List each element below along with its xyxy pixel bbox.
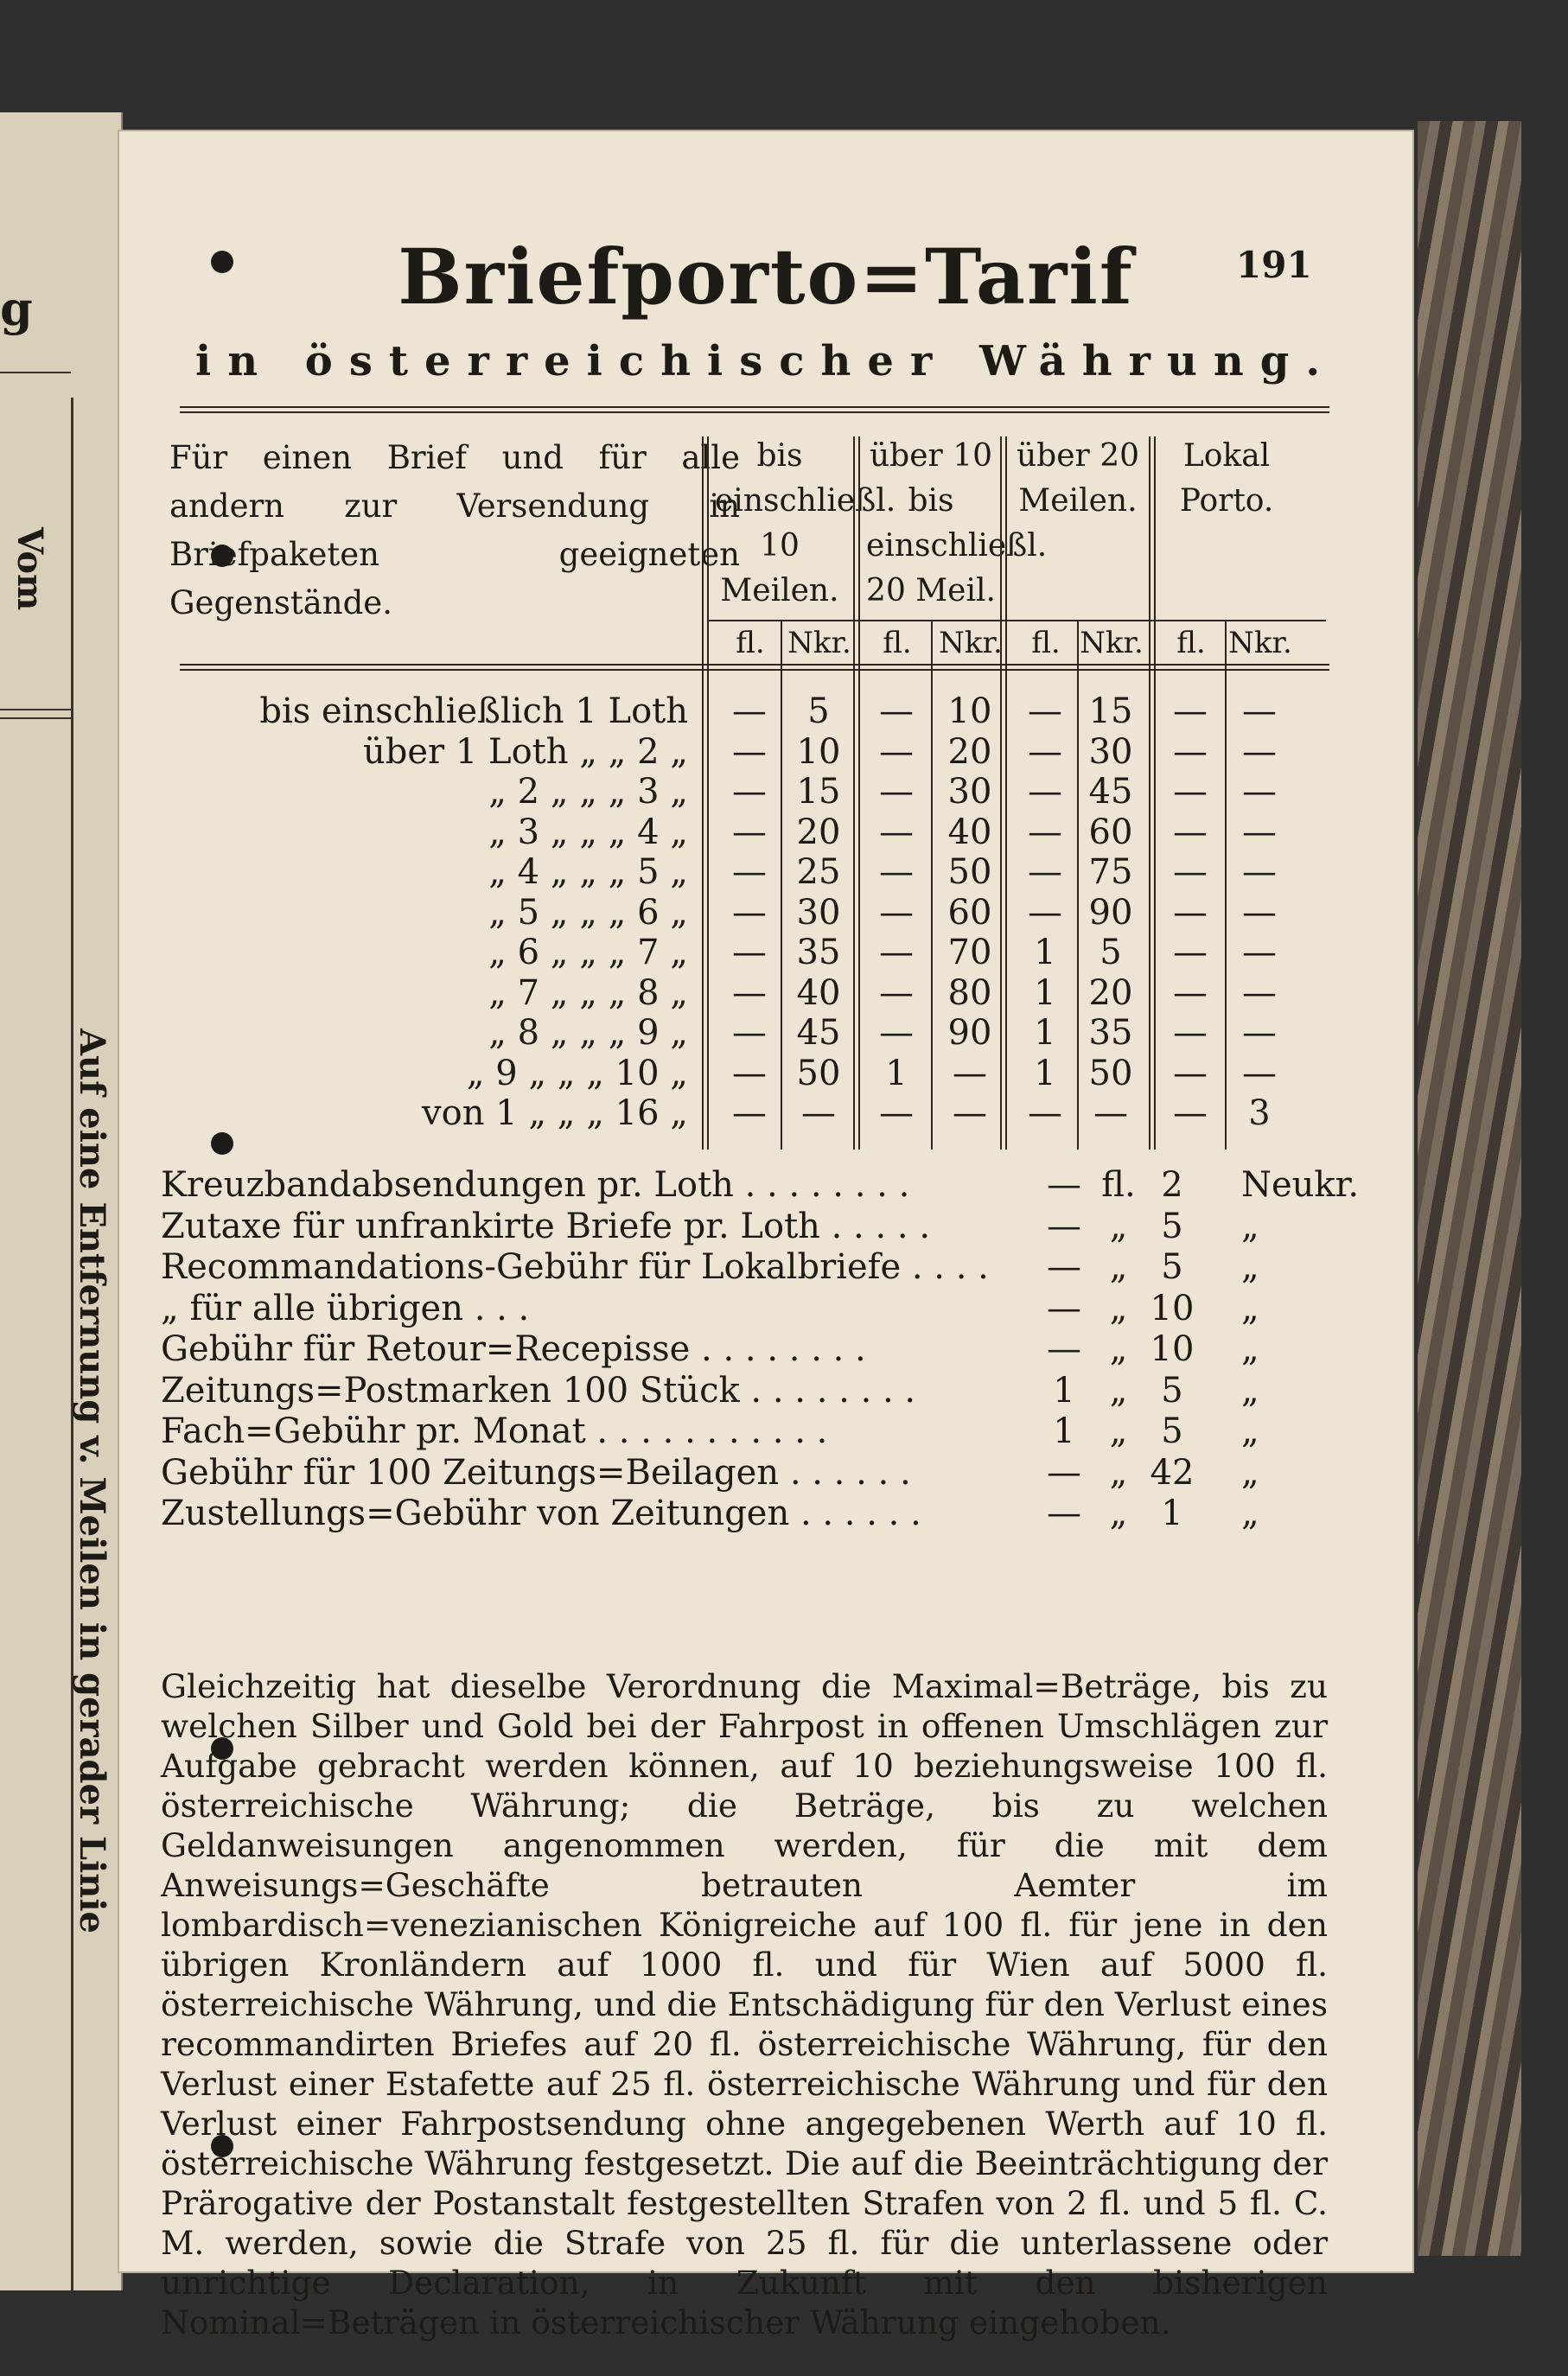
- unit-label: Nkr.: [939, 626, 1003, 660]
- unit-label: Nkr.: [1080, 626, 1144, 660]
- table-cell: —: [879, 1013, 914, 1053]
- fee-unit: „: [1109, 1494, 1128, 1533]
- table-description: Für einen Brief und für alle andern zur Versendung in Briefpaketen geeigneten Gegenstände.: [169, 439, 740, 621]
- table-cell: 1: [1034, 1053, 1056, 1093]
- fee-fl: —: [1047, 1494, 1081, 1533]
- row-label: „ 4 „ „ „ 5 „: [488, 852, 688, 892]
- unit-label: Nkr.: [787, 626, 851, 660]
- fee-unit: „: [1109, 1452, 1128, 1493]
- fee-fl: —: [1047, 1329, 1081, 1369]
- table-header-rule: [180, 669, 1329, 671]
- table-cell: —: [879, 852, 914, 892]
- table-cell: 5: [1100, 933, 1122, 972]
- fee-label: Zeitungs=Postmarken 100 Stück . . . . . . . .: [161, 1370, 916, 1411]
- page-number: 191: [1236, 244, 1312, 286]
- row-label: bis einschließlich 1 Loth: [259, 691, 688, 731]
- fee-value: 42: [1150, 1452, 1195, 1493]
- binding-hole: [211, 1132, 233, 1155]
- table-cell: 45: [1088, 772, 1133, 812]
- fee-value: 2: [1161, 1165, 1183, 1205]
- fee-unit: „: [1109, 1247, 1128, 1287]
- table-cell: —: [732, 933, 767, 972]
- table-cell: —: [879, 892, 914, 933]
- fee-fl: —: [1047, 1165, 1081, 1205]
- table-cell: —: [1028, 1093, 1062, 1133]
- book-spine: [1418, 121, 1521, 2256]
- table-cell: 35: [1088, 1013, 1133, 1053]
- table-cell: —: [1173, 772, 1208, 812]
- table-cell: —: [879, 1093, 914, 1133]
- table-cell: —: [732, 812, 767, 852]
- unit-rule: [708, 620, 1326, 621]
- column-rule: [1149, 436, 1151, 1150]
- table-cell: 80: [947, 972, 992, 1013]
- table-cell: 35: [796, 933, 841, 972]
- table-cell: —: [1242, 933, 1277, 972]
- table-cell: —: [732, 691, 767, 731]
- fee-currency: „: [1241, 1206, 1259, 1246]
- table-cell: —: [1242, 691, 1277, 731]
- row-label: „ 9 „ „ „ 10 „: [466, 1053, 688, 1093]
- column-rule: [781, 620, 782, 1150]
- table-cell: —: [732, 852, 767, 892]
- fee-fl: 1: [1053, 1370, 1075, 1411]
- column-rule: [1005, 436, 1007, 1150]
- table-cell: 15: [1088, 691, 1133, 731]
- table-cell: —: [1173, 1093, 1208, 1133]
- fee-label: Fach=Gebühr pr. Monat . . . . . . . . . . .: [161, 1411, 828, 1451]
- fee-value: 5: [1161, 1411, 1183, 1451]
- column-header-label: über 10 bis einschließl. 20 Meil.: [866, 438, 1048, 608]
- table-cell: 50: [1088, 1053, 1133, 1093]
- table-cell: —: [1173, 731, 1208, 772]
- table-cell: 1: [885, 1053, 908, 1093]
- page-title: Briefporto=Tarif: [398, 232, 1134, 322]
- table-cell: —: [1173, 812, 1208, 852]
- table-cell: —: [1242, 972, 1277, 1013]
- fee-fl: —: [1047, 1247, 1081, 1287]
- unit-label: fl.: [736, 626, 765, 660]
- column-rule: [1154, 436, 1156, 1150]
- table-cell: 40: [796, 972, 841, 1013]
- unit-label: fl.: [883, 626, 912, 660]
- table-cell: 50: [947, 852, 992, 892]
- row-label: „ 8 „ „ „ 9 „: [488, 1013, 688, 1053]
- table-cell: —: [879, 691, 914, 731]
- row-label: „ 3 „ „ „ 4 „: [488, 812, 688, 852]
- table-cell: 60: [1088, 812, 1133, 852]
- table-cell: 10: [947, 691, 992, 731]
- fee-currency: „: [1241, 1494, 1259, 1533]
- table-cell: 30: [947, 772, 992, 812]
- column-rule: [702, 436, 704, 1150]
- left-page-rule: [0, 709, 71, 710]
- fee-currency: „: [1241, 1288, 1259, 1328]
- table-cell: —: [879, 972, 914, 1013]
- fee-currency: Neukr.: [1241, 1165, 1360, 1205]
- fee-value: 1: [1161, 1494, 1183, 1533]
- left-page-letter: g: [0, 281, 33, 336]
- table-cell: —: [1242, 852, 1277, 892]
- fee-label: „ für alle übrigen . . .: [161, 1288, 530, 1328]
- column-rule: [853, 436, 855, 1150]
- table-cell: 5: [807, 691, 830, 731]
- unit-label: Nkr.: [1228, 626, 1292, 660]
- column-rule: [931, 620, 933, 1150]
- fee-fl: —: [1047, 1288, 1081, 1328]
- table-cell: —: [1173, 1013, 1208, 1053]
- table-cell: —: [1242, 1013, 1277, 1053]
- left-page-rule: [0, 372, 71, 373]
- table-cell: —: [1242, 1053, 1277, 1093]
- fee-label: Recommandations-Gebühr für Lokalbriefe . . . .: [161, 1247, 989, 1287]
- fee-value: 5: [1161, 1247, 1183, 1287]
- table-cell: —: [1028, 691, 1062, 731]
- table-cell: 70: [947, 933, 992, 972]
- column-rule: [1077, 620, 1079, 1150]
- left-page-vertical-word: Vom: [10, 527, 50, 611]
- table-cell: —: [732, 1013, 767, 1053]
- fee-fl: 1: [1053, 1411, 1075, 1451]
- table-cell: —: [1173, 852, 1208, 892]
- table-cell: —: [732, 1053, 767, 1093]
- table-cell: —: [732, 892, 767, 933]
- row-label: von 1 „ „ „ 16 „: [422, 1093, 688, 1133]
- table-cell: —: [1173, 972, 1208, 1013]
- column-rule: [1000, 436, 1002, 1150]
- table-top-rule: [180, 411, 1329, 413]
- left-page-fragment: [0, 112, 123, 2290]
- fee-value: 5: [1161, 1206, 1183, 1246]
- table-cell: 90: [1088, 892, 1133, 933]
- table-cell: —: [1242, 812, 1277, 852]
- row-label: „ 7 „ „ „ 8 „: [488, 972, 688, 1013]
- table-cell: 30: [796, 892, 841, 933]
- row-label: „ 2 „ „ „ 3 „: [488, 772, 688, 812]
- body-paragraph: Gleichzeitig hat dieselbe Verordnung die Maximal=Beträge, bis zu welchen Silber und Gold bei der Fahrpost in offenen Umschlägen zur Aufgabe gebracht werden können, auf 10 beziehungsweise 100 fl. österreichische Währung; die Beträge, bis zu welchen Geldanweisungen angenommen werden, für die mit dem Anweisungs=Geschäfte betrauten Aemter im lombardisch=venezianischen Königreiche auf 100 fl. für jene in den übrigen Kronländern auf 1000 fl. und für Wien auf 5000 fl. österreichische Währung, und die Entschädigung für den Verlust eines recommandirten Briefes auf 20 fl. österreichische Währung, für den Verlust einer Estafette auf 25 fl. österreichische Währung und für den Verlust einer Fahrpostsendung ohne angegebenen Werth auf 10 fl. österreichische Währung festgesetzt. Die auf die Beeinträchtigung der Prärogative der Postanstalt festgestellten Strafen von 2 fl. und 5 fl. C. M. werden, sowie die Strafe von 25 fl. für die unterlassene oder unrichtige Declaration, in Zukunft mit den bisherigen Nominal=Beträgen in österreichischer Währung eingehoben.: [161, 1667, 1328, 2341]
- table-cell: —: [1028, 772, 1062, 812]
- fee-label: Gebühr für 100 Zeitungs=Beilagen . . . . . .: [161, 1452, 911, 1493]
- table-cell: —: [953, 1053, 987, 1093]
- table-cell: 30: [1088, 731, 1133, 772]
- fee-value: 10: [1150, 1329, 1195, 1369]
- fee-value: 10: [1150, 1288, 1195, 1328]
- fee-unit: „: [1109, 1206, 1128, 1246]
- table-cell: 20: [1088, 972, 1133, 1013]
- table-cell: —: [1242, 731, 1277, 772]
- fee-fl: —: [1047, 1452, 1081, 1493]
- fee-label: Gebühr für Retour=Recepisse . . . . . . . .: [161, 1329, 866, 1369]
- fee-unit: „: [1109, 1288, 1128, 1328]
- table-cell: 50: [796, 1053, 841, 1093]
- table-cell: —: [879, 933, 914, 972]
- table-cell: —: [1028, 852, 1062, 892]
- table-cell: 1: [1034, 933, 1056, 972]
- table-cell: —: [1242, 892, 1277, 933]
- table-cell: —: [1173, 892, 1208, 933]
- fee-currency: „: [1241, 1329, 1259, 1369]
- table-cell: —: [732, 1093, 767, 1133]
- book-page: [118, 130, 1414, 2341]
- fee-currency: „: [1241, 1452, 1259, 1493]
- page-subtitle: in österreichischer Währung.: [194, 337, 1337, 385]
- fee-value: 5: [1161, 1370, 1183, 1411]
- left-page-rule: [0, 717, 71, 719]
- table-cell: 25: [796, 852, 841, 892]
- table-cell: 20: [947, 731, 992, 772]
- column-header-label: bis einschließl. 10 Meilen.: [715, 438, 896, 608]
- table-cell: —: [732, 972, 767, 1013]
- table-cell: —: [879, 731, 914, 772]
- fee-fl: —: [1047, 1206, 1081, 1246]
- fee-label: Zutaxe für unfrankirte Briefe pr. Loth . . . . .: [161, 1206, 931, 1246]
- fee-unit: „: [1109, 1411, 1128, 1451]
- row-label: „ 5 „ „ „ 6 „: [488, 892, 688, 933]
- fee-unit: „: [1109, 1329, 1128, 1369]
- fee-unit: fl.: [1101, 1165, 1136, 1205]
- fee-label: Kreuzbandabsendungen pr. Loth . . . . . . . .: [161, 1165, 910, 1205]
- column-header-label: über 20 Meilen.: [1017, 438, 1139, 519]
- column-rule: [1225, 620, 1227, 1150]
- table-cell: —: [801, 1093, 836, 1133]
- table-cell: 45: [796, 1013, 841, 1053]
- fee-currency: „: [1241, 1411, 1259, 1451]
- table-top-rule: [180, 406, 1329, 408]
- table-header-rule: [180, 664, 1329, 666]
- row-label: „ 6 „ „ „ 7 „: [488, 933, 688, 972]
- table-cell: —: [1173, 933, 1208, 972]
- table-cell: —: [1093, 1093, 1128, 1133]
- table-cell: —: [1028, 731, 1062, 772]
- table-cell: 10: [796, 731, 841, 772]
- table-cell: —: [1173, 1053, 1208, 1093]
- column-rule: [858, 436, 860, 1150]
- column-rule: [707, 436, 709, 1150]
- column-header-label: Lokal Porto.: [1179, 438, 1274, 519]
- table-cell: —: [732, 731, 767, 772]
- table-cell: —: [1028, 892, 1062, 933]
- fee-label: Zustellungs=Gebühr von Zeitungen . . . . . .: [161, 1494, 921, 1533]
- table-cell: 20: [796, 812, 841, 852]
- table-cell: —: [953, 1093, 987, 1133]
- table-cell: 40: [947, 812, 992, 852]
- left-page-vertical-heading: Auf eine Entfernung v. Meilen in gerader Linie: [72, 1029, 112, 1933]
- fee-unit: „: [1109, 1370, 1128, 1411]
- table-cell: 1: [1034, 1013, 1056, 1053]
- table-cell: —: [1028, 812, 1062, 852]
- table-cell: —: [879, 772, 914, 812]
- table-cell: 3: [1248, 1093, 1271, 1133]
- table-cell: 75: [1088, 852, 1133, 892]
- table-cell: —: [879, 812, 914, 852]
- table-cell: 90: [947, 1013, 992, 1053]
- fee-currency: „: [1241, 1247, 1259, 1287]
- unit-label: fl.: [1031, 626, 1061, 660]
- table-cell: —: [1173, 691, 1208, 731]
- table-cell: 60: [947, 892, 992, 933]
- table-cell: —: [732, 772, 767, 812]
- table-cell: 15: [796, 772, 841, 812]
- table-cell: 1: [1034, 972, 1056, 1013]
- unit-label: fl.: [1176, 626, 1206, 660]
- table-cell: —: [1242, 772, 1277, 812]
- row-label: über 1 Loth „ „ 2 „: [363, 731, 688, 772]
- fee-currency: „: [1241, 1370, 1259, 1411]
